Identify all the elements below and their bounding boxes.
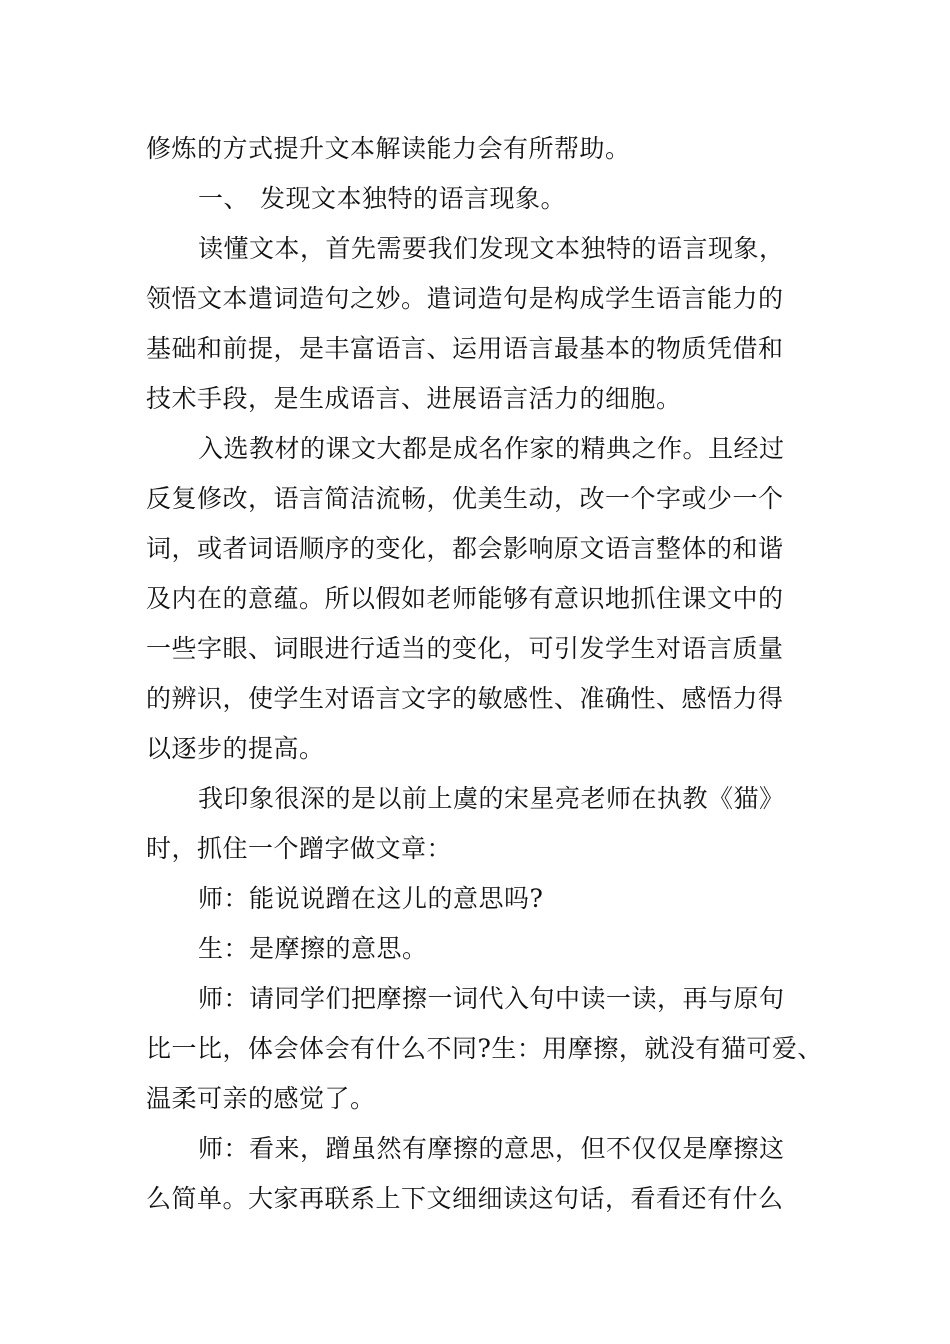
document-body [146,124,823,1224]
text-line: 修炼的方式提升文本解读能力会有所帮助。 [146,134,631,163]
text-line: 一些字眼、词眼进行适当的变化，可引发学生对语言质量 [146,634,784,663]
text-line: 及内在的意蕴。所以假如老师能够有意识地抓住课文中的 [146,584,784,613]
text-line: 比一比，体会体会有什么不同?生：用摩擦，就没有猫可爱、 [146,1034,823,1063]
text-line: 反复修改，语言简洁流畅，优美生动，改一个字或少一个 [146,484,784,513]
text-line: 温柔可亲的感觉了。 [146,1084,376,1113]
text-line: 入选教材的课文大都是成名作家的精典之作。且经过 [198,434,785,463]
dialogue-line: 师：能说说蹭在这儿的意思吗? [198,884,544,913]
dialogue-line: 师：请同学们把摩擦一词代入句中读一读，再与原句 [198,984,785,1013]
text-line: 以逐步的提高。 [146,734,325,763]
text-line: 领悟文本遣词造句之妙。遣词造句是构成学生语言能力的 [146,284,784,313]
section-heading [146,174,806,224]
text-line: 的辨识，使学生对语言文字的敏感性、准确性、感悟力得 [146,684,784,713]
text-line: 么简单。大家再联系上下文细细读这句话，看看还有什么 [146,1184,784,1213]
text-line: 技术手段，是生成语言、进展语言活力的细胞。 [146,384,682,413]
text-line: 时，抓住一个蹭字做文章： [146,834,453,863]
text-line: 我印象很深的是以前上虞的宋星亮老师在执教《猫》 [198,784,785,813]
section-heading-text: 发现文本独特的语言现象。 [260,184,567,213]
text-line: 读懂文本，首先需要我们发现文本独特的语言现象， [198,234,785,263]
text-line: 基础和前提，是丰富语言、运用语言最基本的物质凭借和 [146,334,784,363]
dialogue-line: 师：看来，蹭虽然有摩擦的意思，但不仅仅是摩擦这 [198,1134,785,1163]
text-line: 词，或者词语顺序的变化，都会影响原文语言整体的和谐 [146,534,784,563]
section-heading-number: 一、 [198,184,250,213]
dialogue-line: 生：是摩擦的意思。 [198,934,428,963]
